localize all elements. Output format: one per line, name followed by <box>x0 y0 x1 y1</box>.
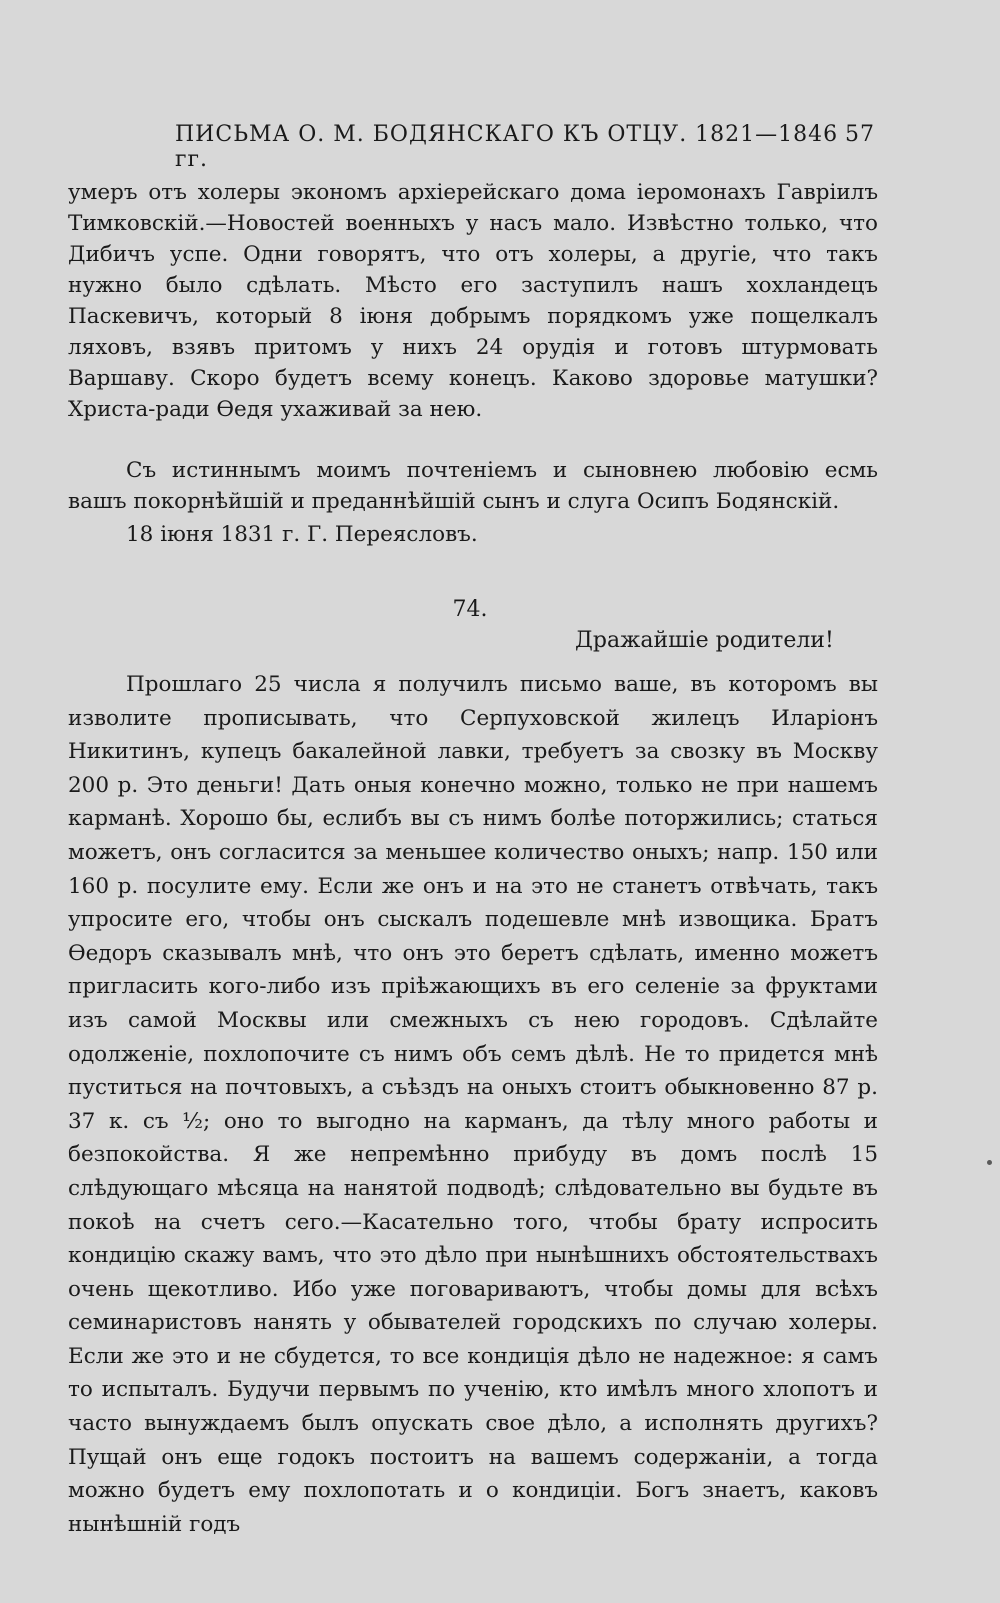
paragraph: умеръ отъ холеры экономъ архіерейскаго дома іеромонахъ Гавріилъ Тимковскій.—Новостей военныхъ у насъ мало. Извѣстно только, что Дибичъ успе. Одни говорятъ, что отъ холеры, а другіе, что такъ нужно было сдѣлать. Мѣсто его заступилъ нашъ хохландецъ Паскевичъ, который 8 іюня добрымъ порядкомъ уже пощелкалъ ляховъ, взявъ притомъ у нихъ 24 орудія и готовъ штурмовать Варшаву. Скоро будетъ всему конецъ. Каково здоровье матушки? Христа-ради Ѳедя ухаживай за нею. <box>68 180 878 422</box>
salutation: Дражайшіе родители! <box>575 628 834 653</box>
running-title: ПИСЬМА О. М. БОДЯНСКАГО КЪ ОТЦУ. 1821—1846 гг. <box>175 122 839 172</box>
date-place-line: 18 іюня 1831 г. Г. Переясловъ. <box>126 522 478 547</box>
page-speck <box>987 1160 992 1165</box>
letter-closing <box>68 455 878 517</box>
continued-letter-text <box>68 177 878 425</box>
page-header <box>175 122 875 172</box>
letter-number: 74. <box>452 597 488 622</box>
closing-paragraph: Съ истиннымъ моимъ почтеніемъ и сыновнею любовію есмь вашъ покорнѣйшій и преданнѣйшій сынъ и слуга Осипъ Бодянскій. <box>68 458 878 514</box>
page-number: 57 <box>845 122 875 147</box>
letter-body <box>68 668 878 1541</box>
letter-body-paragraph: Прошлаго 25 числа я получилъ письмо ваше, въ которомъ вы изволите прописывать, что Серпуховской жилецъ Иларіонъ Никитинъ, купецъ бакалейной лавки, требуетъ за свозку въ Москву 200 р. Это деньги! Дать оныя конечно можно, только не при нашемъ карманѣ. Хорошо бы, еслибъ вы съ нимъ болѣе поторжились; статься можетъ, онъ согласится за меньшее количество оныхъ; напр. 150 или 160 р. посулите ему. Если же онъ и на это не станетъ отвѣчать, такъ упросите его, чтобы онъ сыскалъ подешевле мнѣ извощика. Братъ Ѳедоръ сказывалъ мнѣ, что онъ это беретъ сдѣлать, именно можетъ пригласить кого-либо изъ пріѣжающихъ въ его селеніе за фруктами изъ самой Москвы или смежныхъ съ нею городовъ. Сдѣлайте одолженіе, похлопочите съ нимъ объ семъ дѣлѣ. Не то придется мнѣ пуститься на почтовыхъ, а съѣздъ на оныхъ стоитъ обыкновенно 87 р. 37 к. съ ½; оно то выгодно на карманъ, да тѣлу много работы и безпокойства. Я же непремѣнно прибуду въ домъ послѣ 15 слѣдующаго мѣсяца на нанятой подводѣ; слѣдовательно вы будьте въ покоѣ на счетъ сего.—Касательно того, чтобы брату испросить кондицію скажу вамъ, что это дѣло при нынѣшнихъ обстоятельствахъ очень щекотливо. Ибо уже поговариваютъ, чтобы домы для всѣхъ семинаристовъ нанять у обывателей городскихъ по случаю холеры. Если же это и не сбудется, то все кондиція дѣло не надежное: я самъ то испыталъ. Будучи первымъ по ученію, кто имѣлъ много хлопотъ и часто вынуждаемъ былъ опускать свое дѣло, а исполнять другихъ? Пущай онъ еще годокъ постоитъ на вашемъ содержаніи, а тогда можно будетъ ему похлопотать и о кондиціи. Богъ знаетъ, каковъ нынѣшній годъ <box>68 672 878 1537</box>
